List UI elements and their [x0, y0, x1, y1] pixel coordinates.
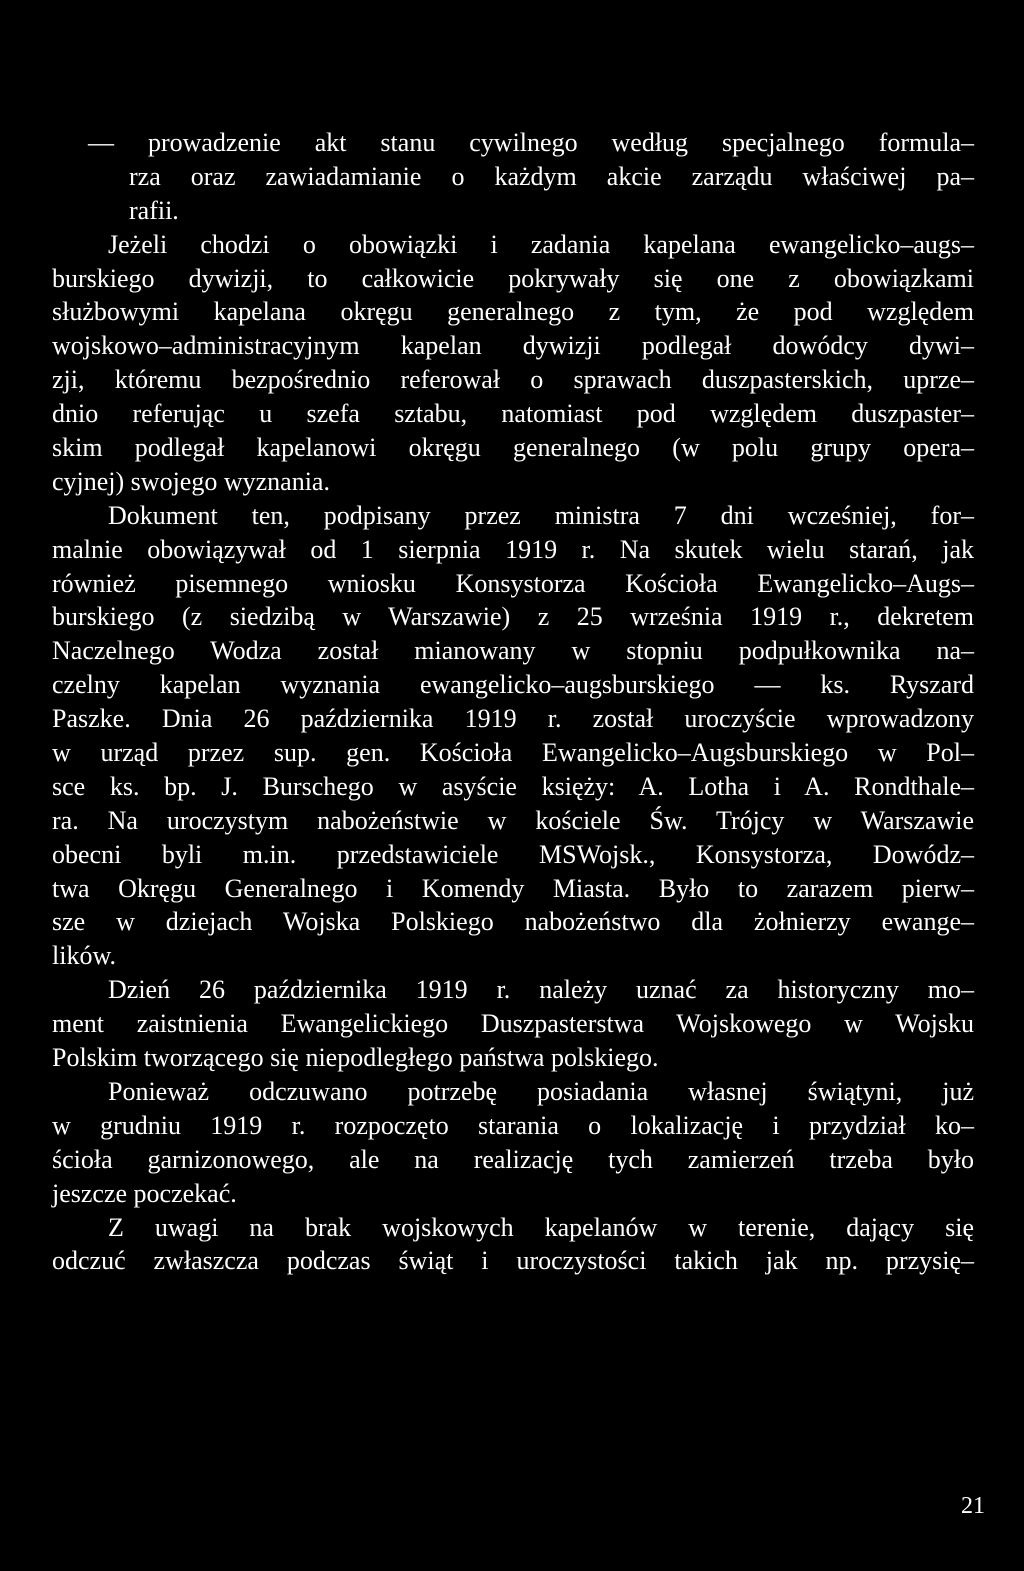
text-line: — prowadzenie akt stanu cywilnego według specjalnego formula– [88, 128, 974, 157]
text-line: rafii. [129, 195, 179, 225]
page-number: 21 [961, 1493, 985, 1519]
text-line: służbowymi kapelana okręgu generalnego z tym, że pod względem [52, 297, 974, 327]
text-line: burskiego dywizji, to całkowicie pokrywały się one z obowiązkami [52, 263, 974, 293]
text-line: Polskim tworzącego się niepodległego państwa polskiego. [52, 1043, 659, 1073]
text-line: sce ks. bp. J. Burschego w asyście księży: A. Lotha i A. Rondthale– [52, 771, 974, 801]
text-line: odczuć zwłaszcza podczas świąt i uroczystości takich jak np. przysię– [52, 1246, 974, 1276]
text-line: burskiego (z siedzibą w Warszawie) z 25 września 1919 r., dekretem [52, 602, 974, 632]
text-line: czelny kapelan wyznania ewangelicko–augsburskiego — ks. Ryszard [52, 670, 974, 700]
text-line: Paszke. Dnia 26 października 1919 r. został uroczyście wprowadzony [52, 704, 974, 734]
text-line: w urząd przez sup. gen. Kościoła Ewangelicko–Augsburskiego w Pol– [52, 738, 974, 768]
text-line: malnie obowiązywał od 1 sierpnia 1919 r. Na skutek wielu starań, jak [52, 534, 974, 564]
text-line: zji, któremu bezpośrednio referował o sprawach duszpasterskich, uprze– [52, 365, 974, 395]
text-line: Z uwagi na brak wojskowych kapelanów w terenie, dający się [108, 1212, 974, 1242]
text-line: rza oraz zawiadamianie o każdym akcie zarządu właściwej pa– [129, 161, 974, 191]
text-line: Naczelnego Wodza został mianowany w stopniu podpułkownika na– [52, 636, 974, 666]
text-line: ra. Na uroczystym nabożeństwie w kościele Św. Trójcy w Warszawie [52, 805, 974, 835]
text-line: obecni byli m.in. przedstawiciele MSWojsk., Konsystorza, Dowódz– [52, 839, 974, 869]
text-line: dnio referując u szefa sztabu, natomiast pod względem duszpaster– [52, 399, 974, 429]
text-line: wojskowo–administracyjnym kapelan dywizji podlegał dowódcy dywi– [52, 331, 974, 361]
text-line: Ponieważ odczuwano potrzebę posiadania własnej świątyni, już [108, 1076, 974, 1106]
text-line: cyjnej) swojego wyznania. [52, 466, 330, 496]
text-line: skim podlegał kapelanowi okręgu generalnego (w polu grupy opera– [52, 433, 974, 463]
text-line: Jeżeli chodzi o obowiązki i zadania kapelana ewangelicko–augs– [108, 229, 974, 259]
text-line: twa Okręgu Generalnego i Komendy Miasta. Było to zarazem pierw– [52, 873, 974, 903]
text-line: ścioła garnizonowego, ale na realizację tych zamierzeń trzeba było [52, 1144, 974, 1174]
text-line: Dokument ten, podpisany przez ministra 7 dni wcześniej, for– [108, 500, 974, 530]
text-line: również pisemnego wniosku Konsystorza Kościoła Ewangelicko–Augs– [52, 568, 974, 598]
text-line: jeszcze poczekać. [52, 1178, 237, 1208]
page-body-text [52, 126, 974, 1278]
text-line: Dzień 26 października 1919 r. należy uznać za historyczny mo– [108, 975, 974, 1005]
text-line: sze w dziejach Wojska Polskiego nabożeństwo dla żołnierzy ewange– [52, 907, 974, 937]
text-line: ment zaistnienia Ewangelickiego Duszpasterstwa Wojskowego w Wojsku [52, 1009, 974, 1039]
text-line: w grudniu 1919 r. rozpoczęto starania o lokalizację i przydział ko– [52, 1110, 974, 1140]
text-line: lików. [52, 941, 117, 971]
